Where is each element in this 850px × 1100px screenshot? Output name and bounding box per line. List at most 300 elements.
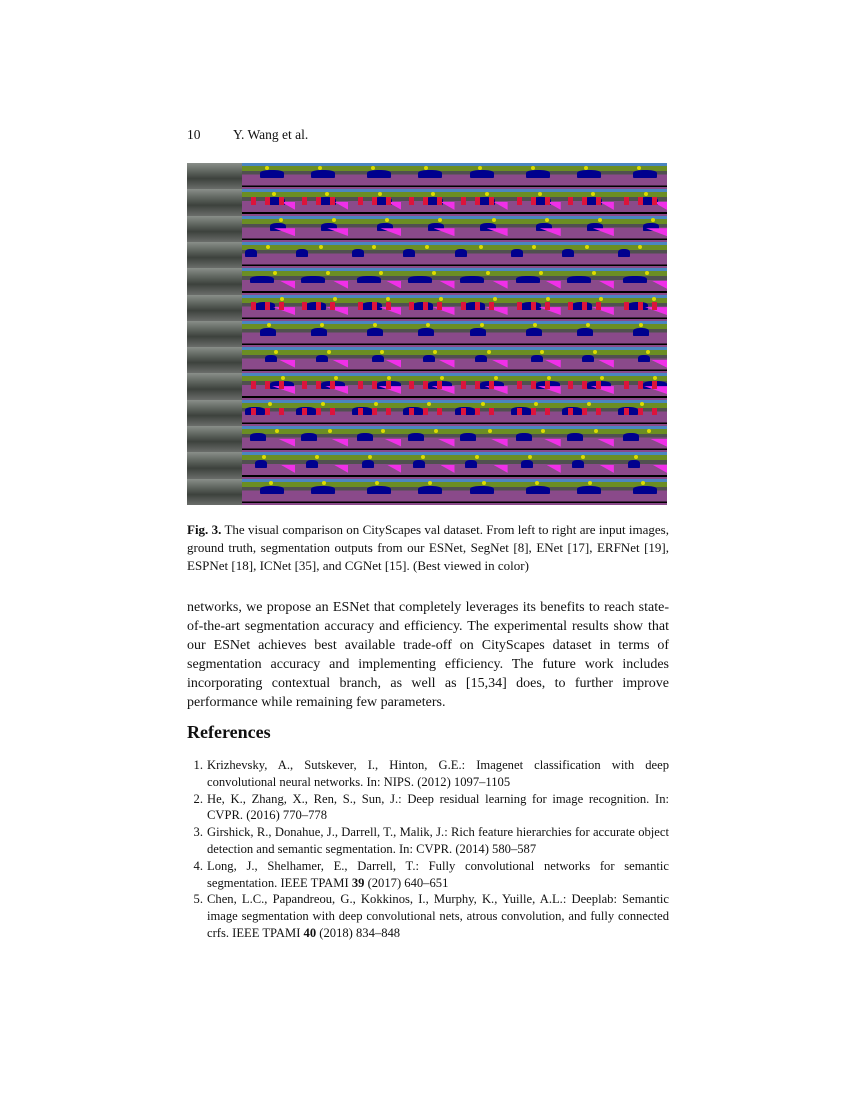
traffic-sign-region (267, 323, 271, 327)
car-region (628, 460, 640, 468)
traffic-sign-region (321, 402, 325, 406)
person-region (517, 197, 522, 204)
car-region (577, 328, 593, 336)
traffic-sign-region (533, 323, 537, 327)
traffic-sign-region (638, 245, 642, 249)
traffic-sign-region (379, 271, 383, 275)
traffic-sign-region (421, 455, 425, 459)
ICNet-segmentation (561, 452, 614, 478)
car-region (260, 328, 276, 336)
car-region (301, 433, 317, 441)
car-region (372, 355, 384, 363)
traffic-sign-region (637, 166, 641, 170)
traffic-sign-region (438, 218, 442, 222)
traffic-sign-region (485, 192, 489, 196)
sidewalk-region (599, 281, 614, 289)
traffic-sign-region (440, 376, 444, 380)
traffic-sign-region (653, 376, 657, 380)
SegNet-segmentation (348, 373, 401, 399)
car-region (470, 328, 486, 336)
person-region (423, 381, 428, 388)
CGNet-segmentation (614, 373, 667, 399)
ESPNet-segmentation (508, 373, 561, 399)
person-region (638, 381, 643, 388)
traffic-sign-region (652, 297, 656, 301)
traffic-sign-region (641, 481, 645, 485)
sidewalk-region (651, 360, 667, 368)
ground-truth-segmentation (242, 400, 295, 426)
reference-number: 2. (193, 791, 203, 806)
reference-item (187, 891, 669, 941)
person-region (372, 302, 377, 309)
input-image (187, 268, 242, 294)
ESPNet-segmentation (508, 400, 561, 426)
person-region (568, 408, 573, 415)
person-region (423, 408, 428, 415)
reference-text: He, K., Zhang, X., Ren, S., Sun, J.: Deep residual learning for image recognition. In: CVPR. (2016) 770–778 (207, 791, 669, 823)
person-region (437, 197, 442, 204)
car-region (255, 460, 267, 468)
car-region (352, 249, 364, 257)
input-image (187, 426, 242, 452)
sidewalk-region (600, 202, 614, 210)
car-region (623, 276, 647, 284)
ESPNet-segmentation (508, 163, 561, 189)
traffic-sign-region (380, 350, 384, 354)
car-region (311, 328, 327, 336)
ESNet-segmentation (295, 479, 348, 505)
traffic-sign-region (428, 481, 432, 485)
person-region (316, 302, 321, 309)
ENet-segmentation (401, 400, 454, 426)
traffic-sign-region (387, 376, 391, 380)
sidewalk-region (440, 281, 455, 289)
ICNet-segmentation (561, 216, 614, 242)
car-region (418, 328, 434, 336)
sidewalk-region (433, 307, 455, 315)
traffic-sign-region (315, 455, 319, 459)
traffic-sign-region (480, 323, 484, 327)
traffic-sign-region (479, 245, 483, 249)
traffic-sign-region (494, 376, 498, 380)
ENet-segmentation (401, 321, 454, 347)
traffic-sign-region (475, 455, 479, 459)
reference-item (187, 757, 669, 791)
running-header (187, 127, 308, 143)
ground-truth-segmentation (242, 189, 295, 215)
ENet-segmentation (401, 452, 454, 478)
traffic-sign-region (427, 402, 431, 406)
input-image (187, 242, 242, 268)
SegNet-segmentation (348, 400, 401, 426)
ERFNet-segmentation (455, 321, 508, 347)
caption-text: The visual comparison on CityScapes val dataset. From left to right are input images, ground truth, segmentation outputs from our ESNet, SegNet [8], ENet [17], ERFNet [19], ESPNet [18], ICNet [35], and CGNet [15]. (Best viewed in color) (187, 522, 669, 573)
car-region (260, 486, 284, 494)
person-region (596, 381, 601, 388)
person-region (596, 197, 601, 204)
sidewalk-region (334, 202, 348, 210)
person-region (251, 408, 256, 415)
ESNet-segmentation (295, 242, 348, 268)
traffic-sign-region (268, 402, 272, 406)
ground-truth-segmentation (242, 163, 295, 189)
person-region (582, 381, 587, 388)
person-region (409, 381, 414, 388)
sidewalk-region (494, 465, 508, 473)
car-region (413, 460, 425, 468)
traffic-sign-region (333, 297, 337, 301)
ERFNet-segmentation (455, 452, 508, 478)
person-region (265, 302, 270, 309)
input-image (187, 400, 242, 426)
traffic-sign-region (378, 192, 382, 196)
traffic-sign-region (386, 297, 390, 301)
ground-truth-segmentation (242, 479, 295, 505)
ICNet-segmentation (561, 321, 614, 347)
car-region (470, 486, 494, 494)
traffic-sign-region (594, 429, 598, 433)
car-region (418, 486, 442, 494)
sidewalk-region (438, 439, 455, 447)
traffic-sign-region (328, 429, 332, 433)
SegNet-segmentation (348, 189, 401, 215)
person-region (475, 408, 480, 415)
person-region (582, 302, 587, 309)
person-region (279, 197, 284, 204)
person-region (316, 197, 321, 204)
ENet-segmentation (401, 163, 454, 189)
car-region (423, 355, 435, 363)
CGNet-segmentation (614, 163, 667, 189)
ENet-segmentation (401, 189, 454, 215)
ESNet-segmentation (295, 295, 348, 321)
ESPNet-segmentation (508, 216, 561, 242)
car-region (250, 276, 274, 284)
person-region (265, 381, 270, 388)
sidewalk-region (593, 228, 614, 236)
car-region (408, 276, 432, 284)
ESNet-segmentation (295, 426, 348, 452)
car-region (403, 249, 415, 257)
ICNet-segmentation (561, 295, 614, 321)
traffic-sign-region (265, 166, 269, 170)
person-region (475, 302, 480, 309)
ESNet-segmentation (295, 347, 348, 373)
sidewalk-region (325, 386, 348, 394)
car-region (408, 433, 424, 441)
ERFNet-segmentation (455, 189, 508, 215)
traffic-sign-region (528, 455, 532, 459)
person-region (437, 302, 442, 309)
car-region (465, 460, 477, 468)
person-region (568, 302, 573, 309)
person-region (596, 408, 601, 415)
sidewalk-region (539, 307, 561, 315)
reference-item (187, 824, 669, 858)
person-region (302, 302, 307, 309)
ENet-segmentation (401, 347, 454, 373)
sidewalk-region (278, 439, 295, 447)
person-region (582, 197, 587, 204)
car-region (418, 170, 442, 178)
ground-truth-segmentation (242, 321, 295, 347)
traffic-sign-region (280, 297, 284, 301)
reference-number: 4. (193, 858, 203, 873)
car-region (531, 355, 543, 363)
person-region (302, 197, 307, 204)
sidewalk-region (650, 439, 667, 447)
car-region (475, 355, 487, 363)
sidewalk-region (653, 465, 667, 473)
sidewalk-region (279, 360, 295, 368)
SegNet-segmentation (348, 268, 401, 294)
car-region (245, 249, 257, 257)
ICNet-segmentation (561, 242, 614, 268)
car-region (567, 276, 591, 284)
reference-number: 1. (193, 758, 203, 772)
car-region (357, 276, 381, 284)
person-region (489, 381, 494, 388)
person-region (251, 302, 256, 309)
sidewalk-region (441, 465, 455, 473)
traffic-sign-region (539, 271, 543, 275)
traffic-sign-region (262, 455, 266, 459)
traffic-sign-region (545, 218, 549, 222)
car-region (362, 460, 374, 468)
sidewalk-region (600, 465, 614, 473)
person-region (302, 381, 307, 388)
car-region (265, 355, 277, 363)
traffic-sign-region (592, 271, 596, 275)
car-region (301, 276, 325, 284)
traffic-sign-region (646, 350, 650, 354)
traffic-sign-region (373, 323, 377, 327)
ICNet-segmentation (561, 163, 614, 189)
SegNet-segmentation (348, 163, 401, 189)
person-region (638, 408, 643, 415)
traffic-sign-region (281, 376, 285, 380)
ESNet-segmentation (295, 163, 348, 189)
traffic-sign-region (593, 350, 597, 354)
sidewalk-region (386, 281, 401, 289)
traffic-sign-region (481, 402, 485, 406)
traffic-sign-region (644, 192, 648, 196)
reference-volume: 40 (303, 925, 317, 940)
traffic-sign-region (586, 323, 590, 327)
car-region (367, 486, 391, 494)
car-region (526, 170, 550, 178)
CGNet-segmentation (614, 268, 667, 294)
sidewalk-region (334, 465, 348, 473)
traffic-sign-region (325, 192, 329, 196)
person-region (251, 381, 256, 388)
person-region (423, 197, 428, 204)
ERFNet-segmentation (455, 163, 508, 189)
person-region (437, 381, 442, 388)
ICNet-segmentation (561, 268, 614, 294)
traffic-sign-region (488, 429, 492, 433)
ENet-segmentation (401, 426, 454, 452)
person-region (624, 408, 629, 415)
person-region (517, 381, 522, 388)
ENet-segmentation (401, 242, 454, 268)
traffic-sign-region (493, 297, 497, 301)
figure-3-comparison-grid (187, 163, 667, 505)
ICNet-segmentation (561, 347, 614, 373)
traffic-sign-region (651, 218, 655, 222)
input-image (187, 479, 242, 505)
traffic-sign-region (584, 166, 588, 170)
person-region (475, 197, 480, 204)
reference-volume: 39 (351, 875, 365, 890)
ICNet-segmentation (561, 189, 614, 215)
person-region (531, 408, 536, 415)
person-region (386, 197, 391, 204)
traffic-sign-region (318, 166, 322, 170)
sidewalk-region (441, 202, 455, 210)
car-region (516, 433, 532, 441)
traffic-sign-region (581, 455, 585, 459)
ground-truth-segmentation (242, 452, 295, 478)
person-region (279, 302, 284, 309)
ESPNet-segmentation (508, 452, 561, 478)
traffic-sign-region (588, 481, 592, 485)
traffic-sign-region (541, 429, 545, 433)
person-region (358, 302, 363, 309)
car-region (316, 355, 328, 363)
ESPNet-segmentation (508, 189, 561, 215)
traffic-sign-region (645, 271, 649, 275)
person-region (568, 197, 573, 204)
ESPNet-segmentation (508, 321, 561, 347)
sidewalk-region (591, 386, 614, 394)
ENet-segmentation (401, 479, 454, 505)
person-region (279, 381, 284, 388)
traffic-sign-region (532, 245, 536, 249)
sidewalk-region (387, 465, 401, 473)
input-image (187, 321, 242, 347)
car-region (460, 433, 476, 441)
sidewalk-region (598, 360, 614, 368)
sidewalk-region (652, 281, 667, 289)
ESNet-segmentation (295, 189, 348, 215)
person-region (265, 408, 270, 415)
person-region (652, 381, 657, 388)
sidewalk-region (333, 281, 348, 289)
ICNet-segmentation (561, 426, 614, 452)
person-region (545, 302, 550, 309)
reference-text-end: (2018) 834–848 (316, 925, 401, 940)
person-region (409, 302, 414, 309)
traffic-sign-region (266, 245, 270, 249)
traffic-sign-region (274, 350, 278, 354)
ESPNet-segmentation (508, 347, 561, 373)
person-region (489, 302, 494, 309)
ground-truth-segmentation (242, 216, 295, 242)
car-region (521, 460, 533, 468)
person-region (251, 197, 256, 204)
traffic-sign-region (482, 481, 486, 485)
SegNet-segmentation (348, 321, 401, 347)
ESPNet-segmentation (508, 426, 561, 452)
traffic-sign-region (424, 166, 428, 170)
person-region (386, 381, 391, 388)
traffic-sign-region (600, 376, 604, 380)
person-region (409, 197, 414, 204)
sidewalk-region (544, 439, 561, 447)
ESNet-segmentation (295, 321, 348, 347)
car-region (526, 486, 550, 494)
traffic-sign-region (426, 323, 430, 327)
sidewalk-region (545, 360, 561, 368)
traffic-sign-region (425, 245, 429, 249)
car-region (577, 170, 601, 178)
person-region (596, 302, 601, 309)
car-region (577, 486, 601, 494)
reference-text-end: (2017) 640–651 (364, 875, 449, 890)
input-image (187, 452, 242, 478)
CGNet-segmentation (614, 479, 667, 505)
person-region (372, 197, 377, 204)
traffic-sign-region (585, 245, 589, 249)
sidewalk-region (491, 439, 508, 447)
reference-text: Krizhevsky, A., Sutskever, I., Hinton, G.E.: Imagenet classification with deep convolutional neural networks. In: NIPS. (2012) 1097–1105 (207, 758, 669, 789)
person-region (279, 408, 284, 415)
person-region (545, 408, 550, 415)
car-region (516, 276, 540, 284)
car-region (633, 170, 657, 178)
car-region (567, 433, 583, 441)
car-region (311, 170, 335, 178)
person-region (409, 408, 414, 415)
traffic-sign-region (547, 376, 551, 380)
traffic-sign-region (385, 218, 389, 222)
ground-truth-segmentation (242, 242, 295, 268)
car-region (470, 170, 494, 178)
person-region (531, 302, 536, 309)
traffic-sign-region (546, 297, 550, 301)
SegNet-segmentation (348, 295, 401, 321)
SegNet-segmentation (348, 347, 401, 373)
person-region (531, 197, 536, 204)
person-region (489, 408, 494, 415)
sidewalk-region (331, 439, 348, 447)
traffic-sign-region (275, 429, 279, 433)
ICNet-segmentation (561, 400, 614, 426)
references-heading: References (187, 722, 271, 742)
person-region (330, 302, 335, 309)
ERFNet-segmentation (455, 268, 508, 294)
traffic-sign-region (368, 455, 372, 459)
traffic-sign-region (540, 350, 544, 354)
traffic-sign-region (634, 455, 638, 459)
traffic-sign-region (375, 481, 379, 485)
SegNet-segmentation (348, 216, 401, 242)
traffic-sign-region (647, 429, 651, 433)
ERFNet-segmentation (455, 426, 508, 452)
person-region (461, 197, 466, 204)
person-region (330, 381, 335, 388)
traffic-sign-region (381, 429, 385, 433)
sidewalk-region (492, 360, 508, 368)
traffic-sign-region (598, 218, 602, 222)
person-region (517, 408, 522, 415)
sidewalk-region (281, 465, 295, 473)
sidewalk-region (493, 281, 508, 289)
traffic-sign-region (639, 323, 643, 327)
traffic-sign-region (535, 481, 539, 485)
person-region (265, 197, 270, 204)
